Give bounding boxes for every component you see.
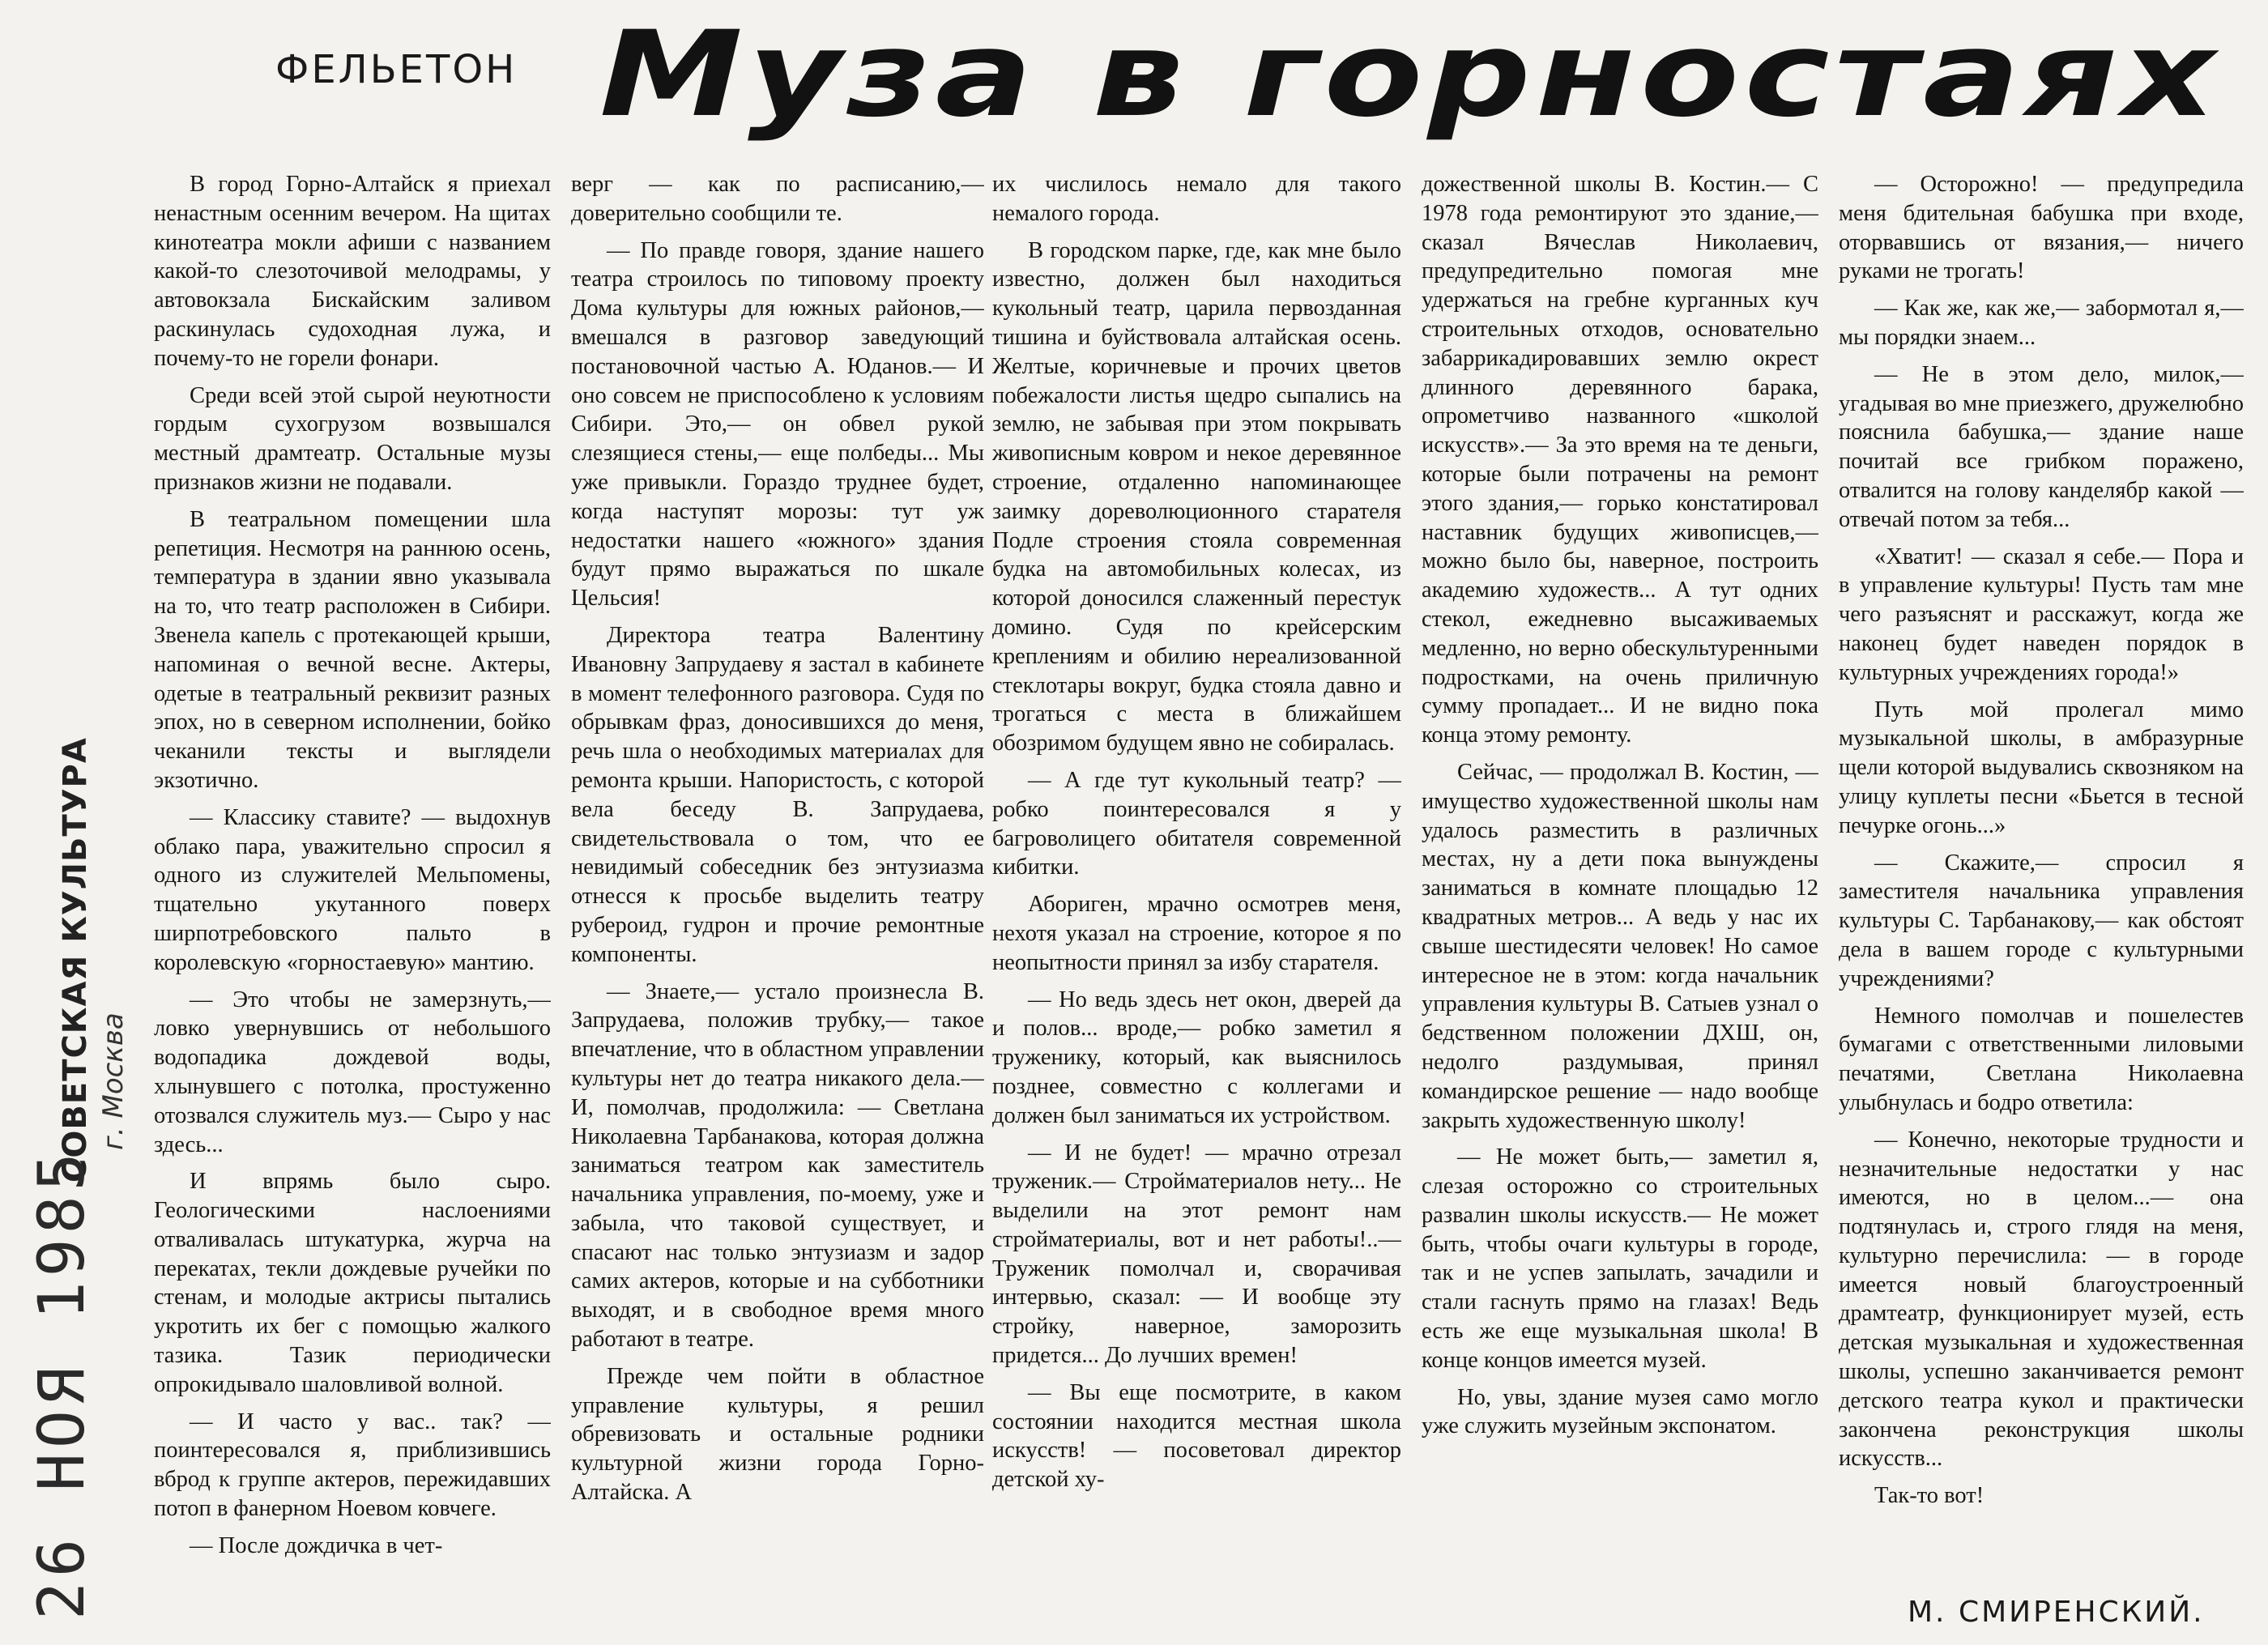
paragraph: «Хватит! — сказал я себе.— Пора и в управление культуры! Пусть там мне чего разъяснят и расскажут, когда же наконец будет наведен порядок в культурных учреждениях города!» bbox=[1839, 543, 2244, 685]
paragraph: Сейчас, — продолжал В. Костин, — имущество художественной школы нам удалось разместить в различных местах, ну а дети пока вынуждены заниматься в комнате площадью 12 квадратных метров... А ведь у нас их свыше шестидесяти человек! Но самое интересное не в этом: когда начальник управления культуры В. Сатыев узнал о бедственном положении ДХШ, он, недолго раздумывая, принял командирское решение — надо вообще закрыть художественную школу! bbox=[1422, 759, 1818, 1133]
date-stamp bbox=[11, 1148, 100, 1632]
paragraph: — Знаете,— устало произнесла В. Запрудаева, положив трубку,— такое впечатление, что в областном управлении культуры нет до театра никакого дела.— И, помолчав, продолжила: — Светлана Николаевна Тарбанакова, которая должна заниматься театром как заместитель начальника управления, по-моему, уже и забыла, что таковой существует, и спасают нас только энтузиазм и задор самих актеров, которые и на субботники выходят, и в свободное время много работают в театре. bbox=[571, 978, 984, 1353]
paragraph: — Вы еще посмотрите, в каком состоянии находится местная школа искусств! — посоветовал директор детской ху- bbox=[992, 1379, 1401, 1493]
paragraph: — Как же, как же,— забормотал я,— мы порядки знаем... bbox=[1839, 296, 2244, 350]
paragraph: — Конечно, некоторые трудности и незначительные недостатки у нас имеются, но в целом...— она подтянулась и, строго глядя на меня, культурно перечислила: — в городе имеется новый благоустроенный драмтеатр, функционирует музей, есть детская музыкальная и художественная школы, успешно заканчивается ремонт детского театра кукол и практически закончена реконструкция школы искусств... bbox=[1839, 1127, 2244, 1472]
article-column-4 bbox=[1422, 170, 1818, 1628]
paragraph: И впрямь было сыро. Геологическими наслоениями отваливалась штукатурка, журча на перекатах, текли дождевые ручейки по стенам, и молодые актрисы пытались укротить их бег с помощью жалкого тазика. Тазик периодически опрокидывало шаловливой волной. bbox=[154, 1169, 551, 1397]
paragraph: Абориген, мрачно осмотрев меня, нехотя указал на строение, которое я по неопытности принял за избу старателя. bbox=[992, 892, 1401, 975]
article-column-5 bbox=[1839, 170, 2244, 1628]
paragraph: Так-то вот! bbox=[1874, 1483, 1985, 1509]
paragraph: — Скажите,— спросил я заместителя начальника управления культуры С. Тарбанакову,— как обстоят дела в вашем городе с культурными учреждениями? bbox=[1839, 850, 2244, 991]
headline: Муза в горностаях bbox=[599, 5, 2221, 143]
paragraph: В театральном помещении шла репетиция. Несмотря на раннюю осень, температура в здании явно указывала на то, что театр расположен в Сибири. Звенела капель с протекающей крыши, напоминая о вечной весне. Актеры, одетые в театральный реквизит разных эпох, но в северном исполнении, бойко чеканили тексты и выглядели экзотично. bbox=[154, 506, 551, 793]
article-column-2 bbox=[571, 170, 984, 1628]
paragraph: В городском парке, где, как мне было известно, должен был находиться кукольный театр, царила первозданная тишина и буйствовала алтайская осень. Желтые, коричневые и прочих цветов побежалости листья щедро сыпались на землю, не забывая при этом покрывать живописным ковром и некое деревянное строение, отдаленно напоминающее заимку дореволюционного старателя Подле строения стояла современная будка на автомобильных колесах, из которой доносился слаженный перестук домино. Судя по крейсерским креплениям и обилию нереализованной стеклотары вокруг, будка стояла давно и трогаться с места в ближайшем обозримом будущем явно не собиралась. bbox=[992, 237, 1401, 756]
paragraph: — Но ведь здесь нет окон, дверей да и полов... вроде,— робко заметил я труженику, который, как выяснилось позднее, совместно с коллегами и должен был заниматься их устройством. bbox=[992, 987, 1401, 1128]
paragraph: — А где тут кукольный театр? — робко поинтересовался я у багроволицего обитателя современной кибитки. bbox=[992, 767, 1401, 880]
paragraph: дожественной школы В. Костин.— С 1978 года ремонтируют это здание,— сказал Вячеслав Николаевич, предупредительно помогая мне удержаться на гребне курганных куч строительных отходов, основательно забаррикадировавших землю окрест длинного деревянного барака, опрометчиво названного «школой искусств».— За это время на те деньги, которые были потрачены на ремонт этого здания,— горько констатировал наставник будущих живописцев,— можно было бы, наверное, построить академию художеств... А тут одних стекол, ежедневно высаживаемых медленно, но верно обескультуренными подростками, на очень приличную сумму пропадает... И не видно пока конца этому ремонту. bbox=[1422, 172, 1818, 748]
article-column-3 bbox=[992, 170, 1401, 1628]
paragraph: верг — как по расписанию,— доверительно сообщили те. bbox=[571, 172, 984, 226]
stamp-paper-name: СОВЕТСКАЯ КУЛЬТУРА bbox=[57, 737, 94, 1183]
author-signature: М. СМИРЕНСКИЙ. bbox=[1908, 1596, 2205, 1629]
paragraph: — Это чтобы не замерзнуть,— ловко увернувшись от небольшого водопадика дождевой воды, хлынувшего с потолка, простуженно отозвался служитель муз.— Сыро у нас здесь... bbox=[154, 987, 551, 1157]
paragraph: — Не в этом дело, милок,— угадывая во мне приезжего, дружелюбно пояснила бабушка,— здание наше почитай все грибком поражено, отвалится на голову канделябр какой — отвечай потом за тебя... bbox=[1839, 361, 2244, 532]
paragraph: Путь мой пролегал мимо музыкальной школы, в амбразурные щели которой выдувались сквозняком на улицу куплеты песни «Бьется в тесной печурке огонь...» bbox=[1839, 697, 2244, 838]
paragraph: — После дождичка в чет- bbox=[190, 1532, 443, 1558]
paragraph: — И не будет! — мрачно отрезал труженик.— Стройматериалов нету... Не выделили на этот ремонт нам стройматериалы, вот и нет работы!..— Труженик помолчал и, сворачивая интервью, сказал: — И вообще эту стройку, наверное, заморозить придется... До лучших времен! bbox=[992, 1140, 1401, 1369]
paragraph: — Не может быть,— заметил я, слезая осторожно со строительных развалин школы искусств.— Не может быть, чтобы очаги культуры в городе, так и не успев запылать, зачадили и стали гаснуть прямо на глазах! Ведь есть же еще музыкальная школа! В конце концов имеется музей. bbox=[1422, 1144, 1818, 1373]
stamp-text bbox=[57, 737, 130, 1183]
paragraph: Немного помолчав и пошелестев бумагами с ответственными лиловыми печатями, Светлана Николаевна улыбнулась и бодро ответила: bbox=[1839, 1003, 2244, 1115]
paragraph: — По правде говоря, здание нашего театра строилось по типовому проекту Дома культуры для южных районов,— вмешался в разговор заведующий постановочной частью А. Юданов.— И оно совсем не приспособлено к условиям Сибири. Это,— он обвел рукой слезящиеся стены,— еще полбеды... Мы уже привыкли. Гораздо труднее будет, когда наступят морозы: тут уж недостатки нашего «южного» здания будут прямо выражаться по шкале Цельсия! bbox=[571, 237, 984, 612]
newspaper-source-stamp bbox=[8, 737, 130, 1199]
rubric-label: ФЕЛЬЕТОН bbox=[275, 47, 518, 92]
paragraph: Прежде чем пойти в областное управление культуры, я решил обревизовать и остальные родники культурной жизни города Горно-Алтайска. А bbox=[571, 1363, 984, 1506]
date-stamp-text: 26 НОЯ 1985 bbox=[26, 1148, 99, 1620]
paragraph: Директора театра Валентину Ивановну Запрудаеву я застал в кабинете в момент телефонного разговора. Судя по обрывкам фраз, доносившихся до меня, речь шла о необходимых материалах для ремонта крыши. Напористость, с которой вела беседу В. Запрудаева, свидетельствовала о том, что ее невидимый собеседник без энтузиазма отнесся к просьбе выделить театру рубероид, гудрон и прочие ремонтные компоненты. bbox=[571, 622, 984, 967]
article-column-1 bbox=[154, 170, 551, 1628]
paragraph: Но, увы, здание музея само могло уже служить музейным экспонатом. bbox=[1422, 1384, 1818, 1439]
stamp-city: г. Москва bbox=[97, 1012, 130, 1150]
paragraph: — Классику ставите? — выдохнув облако пара, уважительно спросил я одного из служителей Мельпомены, тщательно укутанного поверх ширпотребовского пальто в королевскую «горностаевую» мантию. bbox=[154, 804, 551, 975]
paragraph: их числилось немало для такого немалого города. bbox=[992, 172, 1401, 226]
paragraph: — Осторожно! — предупредила меня бдительная бабушка при входе, оторвавшись от вязания,— ничего руками не трогать! bbox=[1839, 172, 2244, 284]
paragraph: — И часто у вас.. так? — поинтересовался я, приблизившись вброд к группе актеров, пережидавших потоп в фанерном Ноевом ковчеге. bbox=[154, 1408, 551, 1522]
paragraph: В город Горно-Алтайск я приехал ненастным осенним вечером. На щитах кинотеатра мокли афиши с названием какой-то слезоточивой мелодрамы, у автовокзала Бискайским заливом раскинулась судоходная лужа, и почему-то не горели фонари. bbox=[154, 172, 551, 371]
paragraph: Среди всей этой сырой неуютности гордым сухогрузом возвышался местный драмтеатр. Остальные музы признаков жизни не подавали. bbox=[154, 382, 551, 495]
